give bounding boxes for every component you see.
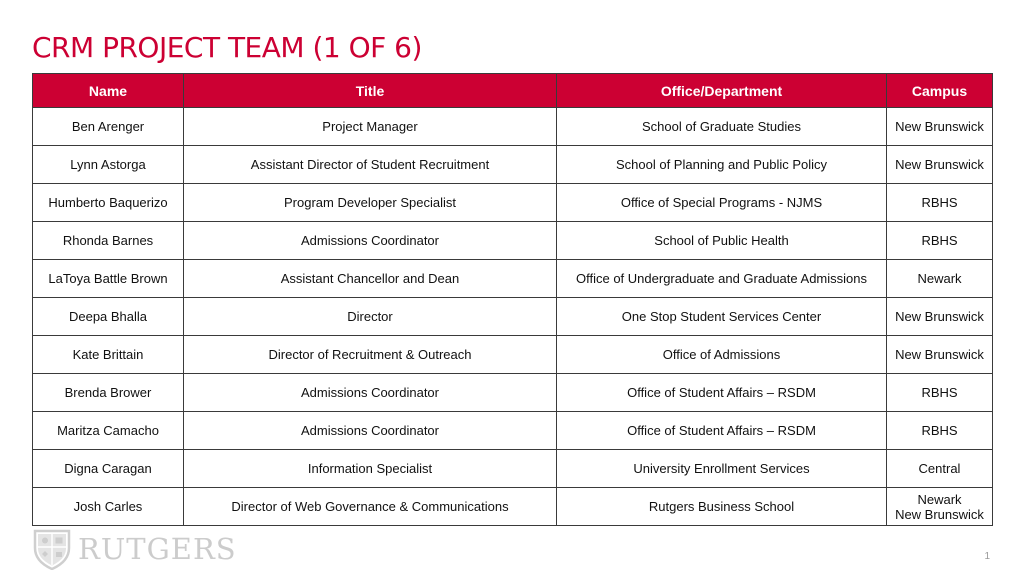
campus-line: New Brunswick <box>895 506 984 522</box>
cell-campus <box>887 184 993 222</box>
table-header-row <box>33 74 993 108</box>
table-row <box>33 412 993 450</box>
cell-name: Digna Caragan <box>33 450 184 488</box>
table-row <box>33 222 993 260</box>
cell-name: Lynn Astorga <box>33 146 184 184</box>
rutgers-shield-icon <box>32 528 72 570</box>
page-number: 1 <box>984 551 990 562</box>
slide-title: CRM PROJECT TEAM (1 OF 6) <box>32 31 422 64</box>
cell-office: Office of Admissions <box>557 336 887 374</box>
campus-line: Newark <box>917 271 962 286</box>
campus-line: New Brunswick <box>895 119 984 134</box>
cell-name: Humberto Baquerizo <box>33 184 184 222</box>
cell-campus <box>887 146 993 184</box>
cell-name: Deepa Bhalla <box>33 298 184 336</box>
table-row <box>33 108 993 146</box>
cell-office: Office of Undergraduate and Graduate Admissions <box>557 260 887 298</box>
cell-title: Information Specialist <box>184 450 557 488</box>
table-row <box>33 184 993 222</box>
cell-title: Assistant Director of Student Recruitment <box>184 146 557 184</box>
campus-line: RBHS <box>921 423 958 438</box>
cell-campus <box>887 374 993 412</box>
cell-office: School of Graduate Studies <box>557 108 887 146</box>
cell-title: Director of Recruitment & Outreach <box>184 336 557 374</box>
cell-title: Assistant Chancellor and Dean <box>184 260 557 298</box>
table-row <box>33 336 993 374</box>
cell-office: University Enrollment Services <box>557 450 887 488</box>
table-row <box>33 450 993 488</box>
cell-title: Project Manager <box>184 108 557 146</box>
cell-title: Admissions Coordinator <box>184 222 557 260</box>
campus-line: Central <box>918 461 961 476</box>
campus-line: New Brunswick <box>895 157 984 172</box>
table-row <box>33 488 993 526</box>
cell-name: Ben Arenger <box>33 108 184 146</box>
cell-title: Program Developer Specialist <box>184 184 557 222</box>
cell-title: Director <box>184 298 557 336</box>
column-header-office: Office/Department <box>557 74 887 108</box>
cell-name: Maritza Camacho <box>33 412 184 450</box>
table-row <box>33 374 993 412</box>
cell-campus <box>887 298 993 336</box>
cell-campus <box>887 108 993 146</box>
cell-office: Rutgers Business School <box>557 488 887 526</box>
cell-title: Director of Web Governance & Communications <box>184 488 557 526</box>
cell-name: LaToya Battle Brown <box>33 260 184 298</box>
cell-campus <box>887 260 993 298</box>
cell-campus <box>887 450 993 488</box>
campus-line: RBHS <box>921 385 958 400</box>
cell-office: School of Public Health <box>557 222 887 260</box>
campus-line: Newark <box>917 491 962 507</box>
column-header-title: Title <box>184 74 557 108</box>
cell-campus <box>887 488 993 526</box>
campus-line: New Brunswick <box>895 347 984 362</box>
cell-campus <box>887 412 993 450</box>
table-row <box>33 298 993 336</box>
campus-line: RBHS <box>921 233 958 248</box>
cell-title: Admissions Coordinator <box>184 412 557 450</box>
table-row <box>33 260 993 298</box>
cell-office: School of Planning and Public Policy <box>557 146 887 184</box>
campus-line: RBHS <box>921 195 958 210</box>
cell-office: One Stop Student Services Center <box>557 298 887 336</box>
column-header-campus: Campus <box>887 74 993 108</box>
table-row <box>33 146 993 184</box>
cell-campus <box>887 222 993 260</box>
team-table <box>32 73 993 526</box>
cell-name: Kate Brittain <box>33 336 184 374</box>
cell-campus <box>887 336 993 374</box>
cell-office: Office of Student Affairs – RSDM <box>557 374 887 412</box>
table-body <box>33 108 993 526</box>
campus-line: New Brunswick <box>895 309 984 324</box>
cell-title: Admissions Coordinator <box>184 374 557 412</box>
rutgers-wordmark: RUTGERS <box>78 532 237 566</box>
cell-name: Josh Carles <box>33 488 184 526</box>
cell-name: Brenda Brower <box>33 374 184 412</box>
rutgers-logo <box>32 528 237 570</box>
cell-office: Office of Student Affairs – RSDM <box>557 412 887 450</box>
cell-name: Rhonda Barnes <box>33 222 184 260</box>
cell-office: Office of Special Programs - NJMS <box>557 184 887 222</box>
column-header-name: Name <box>33 74 184 108</box>
